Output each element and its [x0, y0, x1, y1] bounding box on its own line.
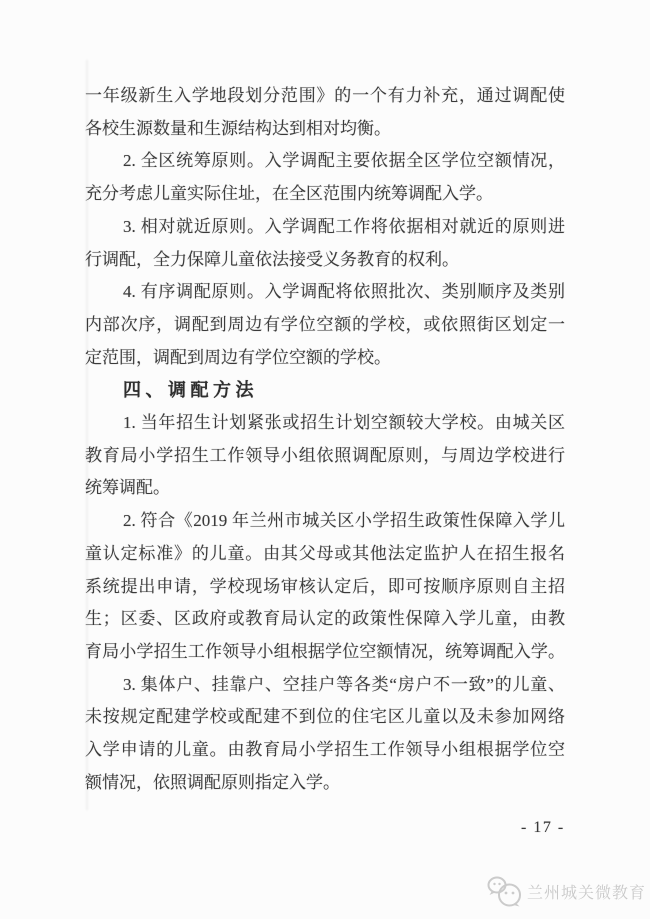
text-line: 2. 全区统筹原则。入学调配主要依据全区学位空额情况， — [123, 151, 565, 171]
page-number: - 17 - — [521, 819, 565, 836]
text-line: 未按规定配建学校或配建不到位的住宅区儿童以及未参加网络 — [85, 707, 565, 727]
text-line: 内部次序，调配到周边有学位空额的学校，或依照街区划定一 — [85, 314, 565, 334]
text-line: 入学申请的儿童。由教育局小学招生工作领导小组根据学位空 — [85, 740, 565, 760]
text-line: 2. 符合《2019 年兰州市城关区小学招生政策性保障入学儿 — [123, 511, 565, 531]
text-line: 统筹调配。 — [85, 478, 170, 498]
text-line: 4. 有序调配原则。入学调配将依照批次、类别顺序及类别 — [123, 282, 565, 302]
text-line: 1. 当年招生计划紧张或招生计划空额较大学校。由城关区 — [123, 413, 565, 433]
text-line: 生；区委、区政府或教育局认定的政策性保障入学儿童，由教 — [85, 609, 565, 629]
section-heading: 四、调配方法 — [123, 380, 258, 401]
text-line: 一年级新生入学地段划分范围》的一个有力补充，通过调配使 — [85, 86, 565, 105]
text-line: 充分考虑儿童实际住址，在全区范围内统筹调配入学。 — [85, 184, 493, 204]
watermark — [486, 874, 646, 908]
text-line: 额情况，依照调配原则指定入学。 — [85, 772, 340, 792]
text-line: 育局小学招生工作领导小组根据学位空额情况，统筹调配入学。 — [85, 641, 565, 661]
text-line: 教育局小学招生工作领导小组依照调配原则，与周边学校进行 — [85, 445, 565, 465]
text-line: 3. 集体户、挂靠户、空挂户等各类“房户不一致”的儿童、 — [123, 674, 565, 694]
text-line: 系统提出申请，学校现场审核认定后，即可按顺序原则自主招 — [85, 576, 565, 596]
wechat-icon — [486, 874, 522, 908]
text-line: 行调配，全力保障儿童依法接受义务教育的权利。 — [85, 249, 459, 269]
body-text-block — [85, 80, 565, 799]
text-line: 童认定标准》的儿童。由其父母或其他法定监护人在招生报名 — [85, 543, 565, 563]
text-line: 定范围，调配到周边有学位空额的学校。 — [85, 347, 391, 367]
text-line: 各校生源数量和生源结构达到相对均衡。 — [85, 118, 391, 138]
text-line: 3. 相对就近原则。入学调配工作将依据相对就近的原则进 — [123, 216, 565, 236]
watermark-label: 兰州城关微教育 — [527, 884, 647, 902]
